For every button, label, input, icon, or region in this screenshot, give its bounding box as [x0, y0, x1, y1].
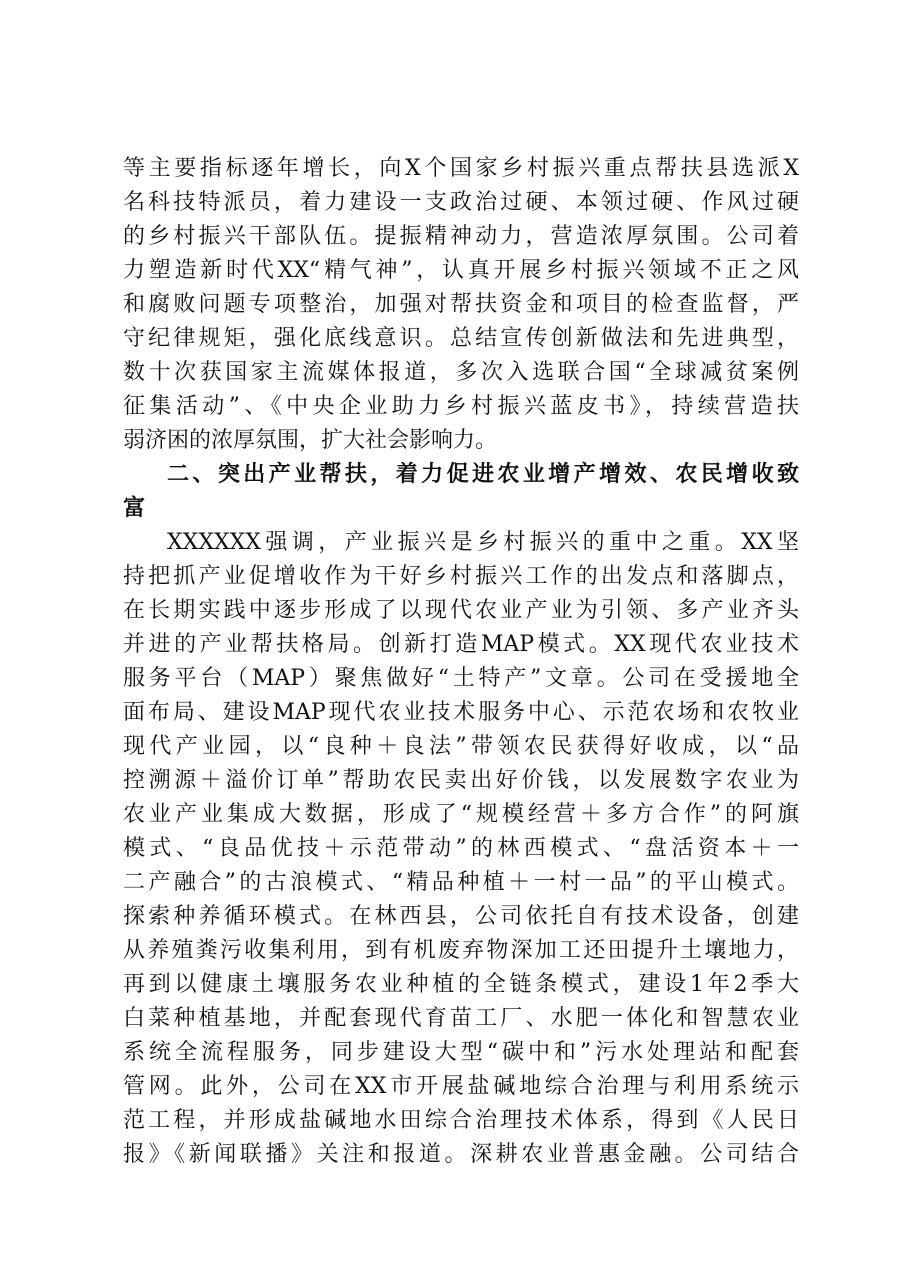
- paragraph-line: 模式、“良品优技＋示范带动”的林西模式、“盘活资本＋一: [123, 836, 799, 861]
- paragraph-line: 和腐败问题专项整治，加强对帮扶资金和项目的检查监督，严: [123, 292, 799, 317]
- section-heading: 二、突出产业帮扶，着力促进农业增产增效、农民增收致: [167, 462, 799, 487]
- paragraph-line: 二产融合”的古浪模式、“精品种植＋一村一品”的平山模式。: [123, 870, 799, 895]
- paragraph-line: 并进的产业帮扶格局。创新打造MAP模式。XX现代农业技术: [123, 632, 799, 657]
- paragraph-line: 白菜种植基地，并配套现代育苗工厂、水肥一体化和智慧农业: [123, 1006, 799, 1031]
- paragraph-line: 名科技特派员，着力建设一支政治过硬、本领过硬、作风过硬: [123, 190, 799, 215]
- paragraph-line: 在长期实践中逐步形成了以现代农业产业为引领、多产业齐头: [123, 598, 799, 623]
- section-heading-continuation: 富: [123, 496, 146, 521]
- paragraph-line: 农业产业集成大数据，形成了“规模经营＋多方合作”的阿旗: [123, 802, 799, 827]
- paragraph-line: 守纪律规矩，强化底线意识。总结宣传创新做法和先进典型，: [123, 326, 799, 351]
- paragraph-line: 现代产业园，以“良种＋良法”带领农民获得好收成，以“品: [123, 734, 799, 759]
- paragraph-line: 征集活动”、《中央企业助力乡村振兴蓝皮书》，持续营造扶: [123, 394, 799, 419]
- paragraph-line: 数十次获国家主流媒体报道，多次入选联合国“全球减贫案例: [123, 360, 799, 385]
- paragraph-line: 力塑造新时代XX“精气神”，认真开展乡村振兴领域不正之风: [123, 258, 799, 283]
- paragraph-line: 等主要指标逐年增长，向X个国家乡村振兴重点帮扶县选派X: [123, 156, 799, 181]
- paragraph-line: XXXXXX强调，产业振兴是乡村振兴的重中之重。XX坚: [167, 530, 799, 555]
- paragraph-line: 弱济困的浓厚氛围，扩大社会影响力。: [123, 428, 498, 453]
- paragraph-line: 服务平台（MAP）聚焦做好“土特产”文章。公司在受援地全: [123, 666, 799, 691]
- paragraph-line: 持把抓产业促增收作为干好乡村振兴工作的出发点和落脚点，: [123, 564, 799, 589]
- paragraph-line: 面布局、建设MAP现代农业技术服务中心、示范农场和农牧业: [123, 700, 799, 725]
- paragraph-line: 探索种养循环模式。在林西县，公司依托自有技术设备，创建: [123, 904, 799, 929]
- paragraph-line: 系统全流程服务，同步建设大型“碳中和”污水处理站和配套: [123, 1040, 799, 1065]
- paragraph-line: 报》《新闻联播》关注和报道。深耕农业普惠金融。公司结合: [123, 1142, 799, 1167]
- paragraph-line: 控溯源＋溢价订单”帮助农民卖出好价钱，以发展数字农业为: [123, 768, 799, 793]
- paragraph-line: 范工程，并形成盐碱地水田综合治理技术体系，得到《人民日: [123, 1108, 799, 1133]
- paragraph-line: 从养殖粪污收集利用，到有机废弃物深加工还田提升土壤地力，: [123, 938, 799, 963]
- paragraph-line: 再到以健康土壤服务农业种植的全链条模式，建设1年2季大: [123, 972, 799, 997]
- paragraph-line: 管网。此外，公司在XX市开展盐碱地综合治理与利用系统示: [123, 1074, 799, 1099]
- paragraph-line: 的乡村振兴干部队伍。提振精神动力，营造浓厚氛围。公司着: [123, 224, 799, 249]
